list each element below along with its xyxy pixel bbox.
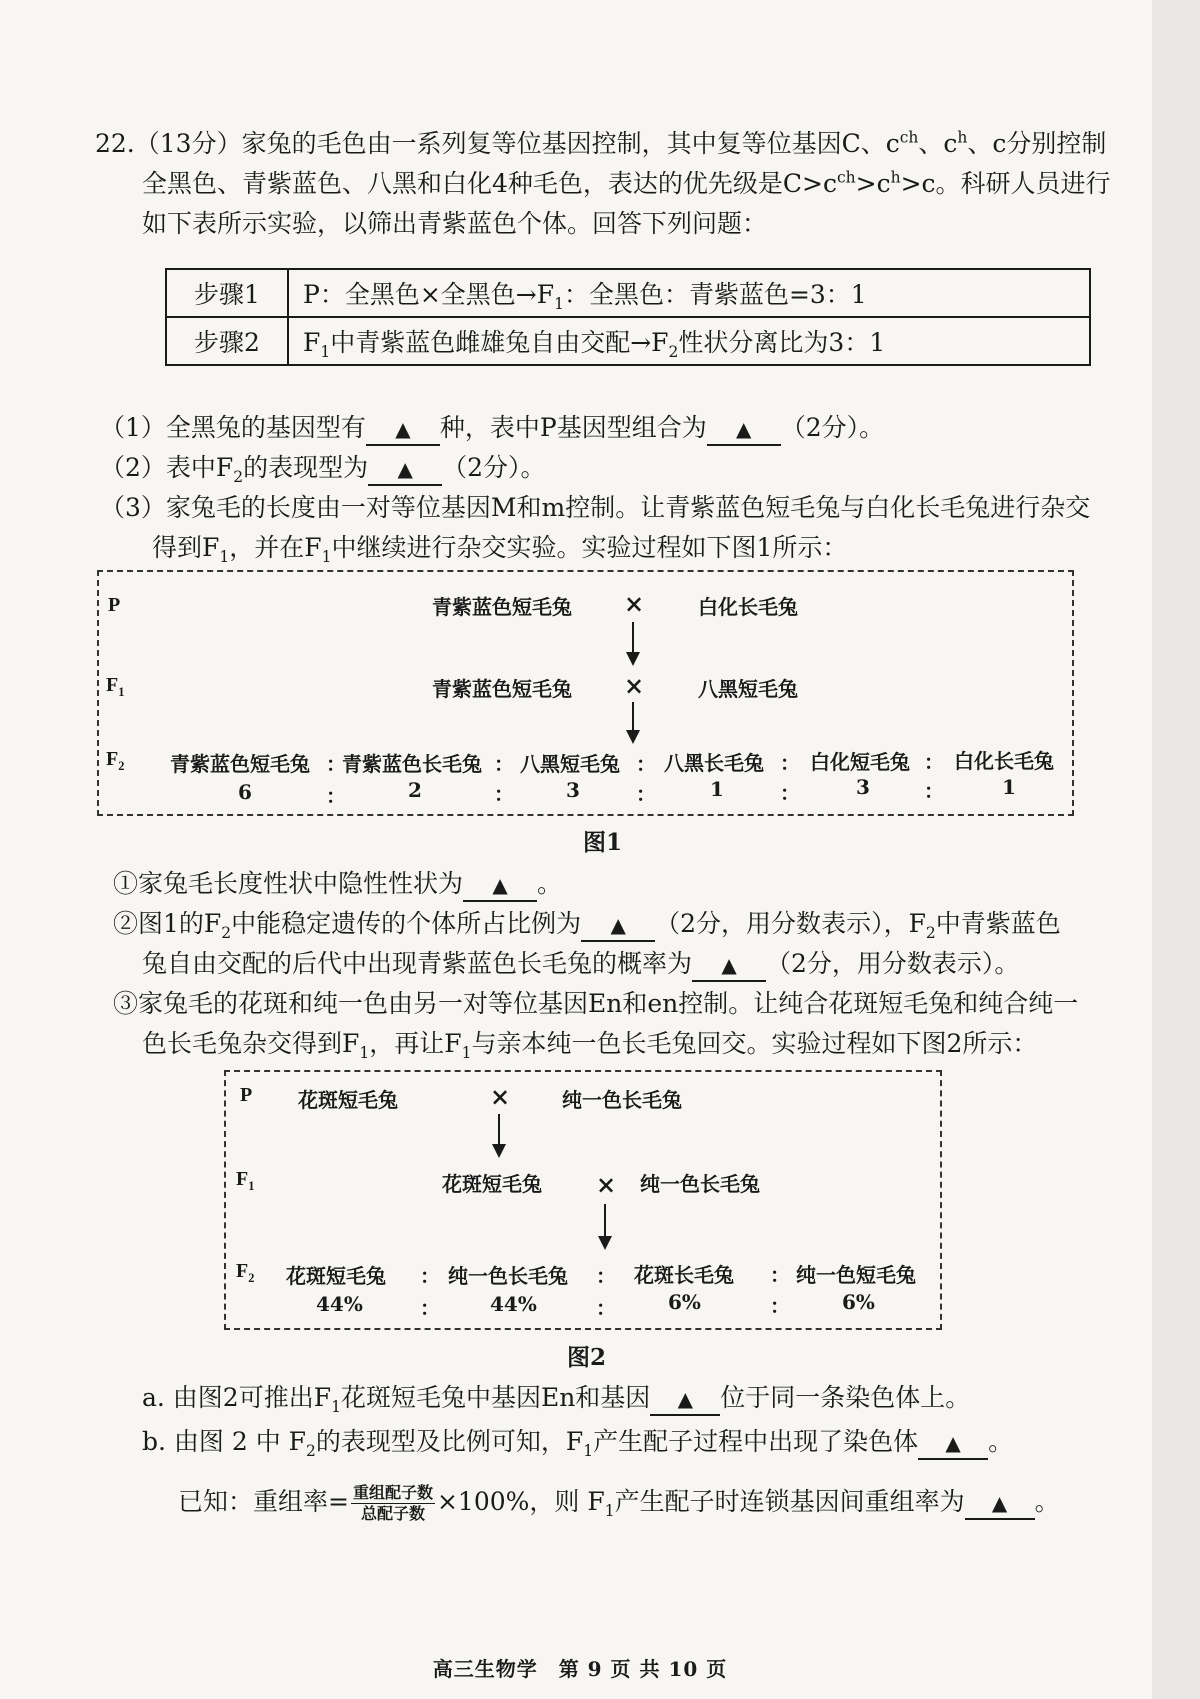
step-label: 步骤2 xyxy=(166,317,288,365)
fig1-f1-left: 青紫蓝色短毛兔 xyxy=(432,677,572,701)
figure-1-caption: 图1 xyxy=(583,829,623,856)
colon: ： xyxy=(596,1264,616,1288)
gen-label-p: P xyxy=(108,594,121,616)
question-intro-line1: 22.（13分）家兔的毛色由一系列复等位基因控制，其中复等位基因C、$c^{ch}$、$c^h$、c分别控制 xyxy=(95,128,1107,158)
subquestion-2-line1: ②图1的$F_2$中能稳定遗传的个体所占比例为 ▲ （2分，用分数表示），$F_2$中青紫蓝色 xyxy=(113,909,1061,942)
fig2-f1-left: 花斑短毛兔 xyxy=(442,1172,542,1196)
fig1-f2-label: 八黑长毛兔 xyxy=(664,751,764,775)
fig1-p-right: 白化长毛兔 xyxy=(698,595,798,619)
fig2-f2-label: 花斑短毛兔 xyxy=(286,1264,386,1288)
page-footer: 高三生物学 第 9 页 共 10 页 xyxy=(432,1657,728,1681)
down-arrow-icon xyxy=(632,702,634,742)
subquestion-a: a. 由图2可推出$F_1$花斑短毛兔中基因En和基因 ▲ 位于同一条染色体上。 xyxy=(142,1383,971,1416)
triangle-icon: ▲ xyxy=(395,417,411,441)
answer-blank[interactable] xyxy=(581,909,655,942)
colon: ： xyxy=(770,1294,790,1318)
answer-blank[interactable] xyxy=(463,869,537,902)
table-row xyxy=(166,317,1090,365)
question-number: 22. xyxy=(95,129,135,158)
page-edge-shadow xyxy=(1152,0,1200,1699)
answer-blank[interactable] xyxy=(650,1383,720,1416)
fig1-f2-ratio: 3 xyxy=(856,775,870,799)
down-arrow-icon xyxy=(604,1204,606,1248)
question-3-line1: （3）家兔毛的长度由一对等位基因M和m控制。让青紫蓝色短毛兔与白化长毛兔进行杂交 xyxy=(100,493,1091,522)
fig2-f2-label: 花斑长毛兔 xyxy=(634,1263,734,1287)
fig1-f2-ratio: 2 xyxy=(408,778,422,802)
colon: ： xyxy=(326,784,346,808)
down-arrow-icon xyxy=(632,622,634,664)
gen-label-f2: $F_2$ xyxy=(236,1260,255,1285)
table-row xyxy=(166,269,1090,317)
recombination-formula: 已知：重组率= $\frac{\text{重组配子数}}{\text{总配子数}}$ ×100%，则 $F_1$产生配子时连锁基因间重组率为 ▲ 。 xyxy=(178,1483,1060,1523)
gen-label-f1: $F_1$ xyxy=(106,674,125,699)
subquestion-b: b. 由图 2 中 $F_2$的表现型及比例可知，$F_1$产生配子过程中出现了染色体 ▲ 。 xyxy=(142,1427,1014,1460)
colon: ： xyxy=(636,782,656,806)
subquestion-3-line2: 色长毛兔杂交得到$F_1$，再让$F_1$与亲本纯一色长毛兔回交。实验过程如下图2所示： xyxy=(142,1029,1038,1062)
fig2-f2-ratio: 44% xyxy=(490,1292,537,1316)
answer-blank[interactable] xyxy=(707,413,781,446)
step-label: 步骤1 xyxy=(166,269,288,317)
question-points: （13分） xyxy=(134,129,242,158)
triangle-icon: ▲ xyxy=(610,913,626,937)
triangle-icon: ▲ xyxy=(721,953,737,977)
fig1-f2-label: 青紫蓝色短毛兔 xyxy=(170,752,310,776)
fig1-f1-right: 八黑短毛兔 xyxy=(698,677,798,701)
colon: ： xyxy=(924,779,944,803)
cross-symbol: × xyxy=(490,1082,511,1111)
colon: ： xyxy=(494,752,514,776)
step-content: $F_1$中青紫蓝色雌雄兔自由交配$\to F_2$性状分离比为3：1 xyxy=(288,317,1090,365)
fig2-p-left: 花斑短毛兔 xyxy=(298,1088,398,1112)
step-content: P：全黑色×全黑色$\to F_1$：全黑色：青紫蓝色=3：1 xyxy=(288,269,1090,317)
question-intro-line2: 全黑色、青紫蓝色、八黑和白化4种毛色，表达的优先级是$C>c^{ch}>c^h>c$。科研人员进行 xyxy=(142,168,1111,198)
fig2-f1-right: 纯一色长毛兔 xyxy=(640,1172,760,1196)
answer-blank[interactable] xyxy=(918,1427,988,1460)
fig2-f2-ratio: 44% xyxy=(316,1292,363,1316)
question-3-line2: 得到$F_1$，并在$F_1$中继续进行杂交实验。实验过程如下图1所示： xyxy=(152,533,848,566)
subquestion-3-line1: ③家兔毛的花斑和纯一色由另一对等位基因En和en控制。让纯合花斑短毛兔和纯合纯一 xyxy=(113,989,1079,1018)
gen-label-f1: $F_1$ xyxy=(236,1168,255,1193)
question-1: （1）全黑兔的基因型有 ▲ 种，表中P基因型组合为 ▲ （2分）。 xyxy=(100,408,884,448)
triangle-icon: ▲ xyxy=(492,873,508,897)
fig1-f2-label: 八黑短毛兔 xyxy=(520,752,620,776)
triangle-icon: ▲ xyxy=(677,1387,693,1411)
fig1-f2-ratio: 6 xyxy=(238,780,252,804)
cross-symbol: × xyxy=(624,671,645,700)
cross-symbol: × xyxy=(624,589,645,618)
triangle-icon: ▲ xyxy=(736,417,752,441)
fig1-p-left: 青紫蓝色短毛兔 xyxy=(432,595,572,619)
colon: ： xyxy=(924,750,944,774)
triangle-icon: ▲ xyxy=(945,1431,961,1455)
colon: ： xyxy=(420,1264,440,1288)
colon: ： xyxy=(780,751,800,775)
colon: ： xyxy=(494,782,514,806)
answer-blank[interactable] xyxy=(965,1487,1035,1520)
colon: ： xyxy=(636,752,656,776)
steps-table xyxy=(165,268,1091,366)
fig1-f2-ratio: 1 xyxy=(710,777,724,801)
question-intro-line3: 如下表所示实验，以筛出青紫蓝色个体。回答下列问题： xyxy=(142,209,768,238)
fig2-f2-ratio: 6% xyxy=(842,1290,875,1314)
fig2-p-right: 纯一色长毛兔 xyxy=(562,1088,682,1112)
fraction: $\frac{\text{重组配子数}}{\text{总配子数}}$ xyxy=(352,1483,433,1523)
triangle-icon: ▲ xyxy=(991,1491,1008,1515)
answer-blank[interactable] xyxy=(366,413,440,446)
fig1-f2-label: 白化短毛兔 xyxy=(810,750,910,774)
fig2-f2-label: 纯一色短毛兔 xyxy=(796,1263,916,1287)
question-2: （2）表中$F_2$的表现型为 ▲ （2分）。 xyxy=(100,453,546,486)
fig2-f2-ratio: 6% xyxy=(668,1290,701,1314)
colon: ： xyxy=(596,1296,616,1320)
fig1-f2-ratio: 3 xyxy=(566,778,580,802)
colon: ： xyxy=(326,752,346,776)
fig1-f2-label: 青紫蓝色长毛兔 xyxy=(342,752,482,776)
figure-2-caption: 图2 xyxy=(567,1344,607,1371)
subquestion-2-line2: 兔自由交配的后代中出现青紫蓝色长毛兔的概率为 ▲ （2分，用分数表示）。 xyxy=(142,944,1019,984)
triangle-icon: ▲ xyxy=(397,457,413,481)
answer-blank[interactable] xyxy=(368,453,442,486)
subquestion-1: ①家兔毛长度性状中隐性性状为 ▲ 。 xyxy=(113,864,562,904)
gen-label-f2: $F_2$ xyxy=(106,748,125,773)
colon: ： xyxy=(770,1263,790,1287)
fig1-f2-label: 白化长毛兔 xyxy=(954,749,1054,773)
fig2-f2-label: 纯一色长毛兔 xyxy=(448,1264,568,1288)
answer-blank[interactable] xyxy=(692,949,766,982)
fig1-f2-ratio: 1 xyxy=(1002,775,1016,799)
cross-symbol: × xyxy=(596,1170,617,1199)
colon: ： xyxy=(420,1296,440,1320)
colon: ： xyxy=(780,781,800,805)
gen-label-p: P xyxy=(240,1084,253,1106)
down-arrow-icon xyxy=(498,1114,500,1156)
